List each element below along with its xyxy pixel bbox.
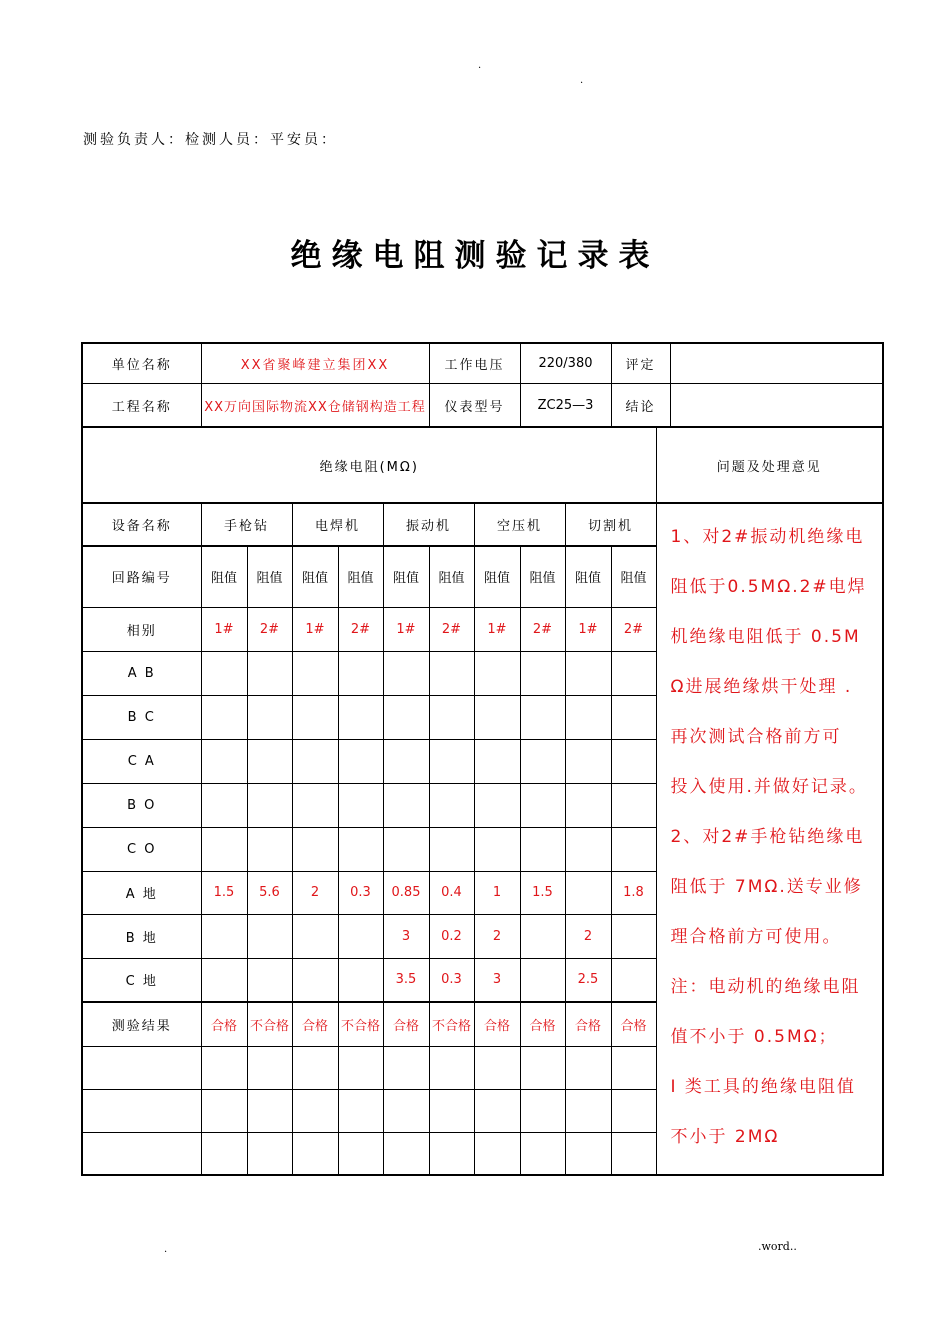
result-cell: 合格	[565, 1002, 611, 1046]
rating-value	[671, 344, 882, 383]
value-cell	[338, 827, 383, 871]
value-cell	[383, 739, 429, 783]
value-cell	[292, 827, 338, 871]
value-cell	[383, 651, 429, 695]
value-cell	[201, 651, 247, 695]
phase-cell: 2#	[520, 607, 565, 651]
circuit-cell: 阻值	[383, 546, 429, 607]
unit-value: XX省聚峰建立集团XX	[201, 343, 429, 384]
info-row-2	[82, 384, 883, 428]
value-cell	[247, 914, 292, 958]
result-cell: 合格	[292, 1002, 338, 1046]
phase-cell: 1#	[201, 607, 247, 651]
row-label: C O	[82, 827, 201, 871]
value-cell	[565, 827, 611, 871]
note-line: 理合格前方可使用。	[670, 927, 842, 947]
result-cell: 不合格	[338, 1002, 383, 1046]
value-cell: 0.85	[383, 871, 429, 914]
value-cell	[201, 958, 247, 1002]
value-cell	[247, 958, 292, 1002]
note-line: 机绝缘电阻低于 0.5M	[670, 627, 861, 647]
value-cell	[247, 651, 292, 695]
conclusion-cell	[611, 384, 883, 428]
value-cell	[474, 827, 520, 871]
result-cell: 合格	[201, 1002, 247, 1046]
value-cell	[292, 914, 338, 958]
phase-cell: 2#	[338, 607, 383, 651]
circuit-cell: 阻值	[201, 546, 247, 607]
value-cell	[611, 739, 656, 783]
value-cell	[520, 958, 565, 1002]
value-cell	[429, 651, 474, 695]
value-cell	[247, 739, 292, 783]
equipment-name: 电焊机	[292, 503, 383, 546]
equipment-row	[82, 503, 883, 546]
circuit-cell: 阻值	[565, 546, 611, 607]
value-cell: 0.3	[429, 958, 474, 1002]
value-cell	[201, 695, 247, 739]
value-cell	[201, 783, 247, 827]
value-cell	[565, 651, 611, 695]
row-label: C 地	[82, 958, 201, 1002]
voltage-value: 220/380	[520, 343, 611, 384]
value-cell: 2.5	[565, 958, 611, 1002]
resistance-header: 绝缘电阻(MΩ)	[82, 427, 656, 503]
value-cell	[338, 783, 383, 827]
unit-label: 单位名称	[82, 343, 201, 384]
rating-label: 评定	[612, 344, 671, 383]
value-cell	[474, 695, 520, 739]
value-cell: 1.8	[611, 871, 656, 914]
note-line: 1、对2#振动机绝缘电	[670, 527, 865, 547]
value-cell	[474, 783, 520, 827]
value-cell: 1	[474, 871, 520, 914]
result-cell: 不合格	[429, 1002, 474, 1046]
note-line: 再次测试合格前方可	[670, 727, 842, 747]
value-cell	[383, 695, 429, 739]
document-title: 绝缘电阻测验记录表	[290, 238, 660, 274]
value-cell	[429, 827, 474, 871]
value-cell: 2	[565, 914, 611, 958]
meter-label: 仪表型号	[429, 384, 520, 428]
value-cell	[292, 783, 338, 827]
value-cell	[338, 958, 383, 1002]
value-cell	[520, 783, 565, 827]
value-cell	[247, 695, 292, 739]
value-cell: 0.3	[338, 871, 383, 914]
footer-word-mark: .word..	[758, 1240, 797, 1253]
result-label: 测验结果	[82, 1002, 201, 1046]
circuit-label: 回路编号	[82, 546, 201, 607]
value-cell: 2	[292, 871, 338, 914]
rating-cell	[611, 343, 883, 384]
value-cell	[292, 739, 338, 783]
row-label: C A	[82, 739, 201, 783]
conclusion-value	[671, 384, 882, 426]
top-dot-left: .	[478, 60, 482, 71]
phase-cell: 1#	[383, 607, 429, 651]
notes-cell	[656, 503, 883, 1175]
row-label: A 地	[82, 871, 201, 914]
value-cell	[429, 695, 474, 739]
top-dot-right: .	[580, 75, 584, 86]
equipment-name: 手枪钻	[201, 503, 292, 546]
section-header-row	[82, 427, 883, 503]
circuit-cell: 阻值	[611, 546, 656, 607]
value-cell	[520, 695, 565, 739]
phase-cell: 2#	[247, 607, 292, 651]
value-cell	[338, 651, 383, 695]
row-label: A B	[82, 651, 201, 695]
value-cell	[201, 914, 247, 958]
value-cell: 0.2	[429, 914, 474, 958]
insulation-record-table	[81, 342, 884, 1176]
phase-label: 相别	[82, 607, 201, 651]
row-label: B C	[82, 695, 201, 739]
note-line: 阻低于 7MΩ.送专业修	[670, 877, 863, 897]
value-cell	[338, 739, 383, 783]
phase-cell: 2#	[611, 607, 656, 651]
result-cell: 合格	[383, 1002, 429, 1046]
handling-notes	[657, 504, 882, 1162]
meter-value: ZC25—3	[520, 384, 611, 428]
notes-header: 问题及处理意见	[656, 427, 883, 503]
value-cell	[474, 739, 520, 783]
value-cell	[520, 827, 565, 871]
value-cell	[611, 783, 656, 827]
info-row-1	[82, 343, 883, 384]
result-cell: 合格	[474, 1002, 520, 1046]
circuit-cell: 阻值	[474, 546, 520, 607]
responsible-persons-line: 测验负责人：检测人员：平安员：	[83, 132, 338, 148]
value-cell	[520, 914, 565, 958]
value-cell	[429, 739, 474, 783]
result-cell: 不合格	[247, 1002, 292, 1046]
value-cell	[565, 695, 611, 739]
circuit-cell: 阻值	[292, 546, 338, 607]
row-label: B O	[82, 783, 201, 827]
value-cell	[383, 827, 429, 871]
project-value: XX万向国际物流XX仓储钢构造工程	[201, 384, 429, 428]
value-cell	[520, 739, 565, 783]
value-cell: 3	[474, 958, 520, 1002]
result-cell: 合格	[520, 1002, 565, 1046]
value-cell	[247, 783, 292, 827]
value-cell	[611, 827, 656, 871]
circuit-cell: 阻值	[247, 546, 292, 607]
value-cell	[520, 651, 565, 695]
value-cell: 3.5	[383, 958, 429, 1002]
phase-cell: 2#	[429, 607, 474, 651]
value-cell: 2	[474, 914, 520, 958]
value-cell: 1.5	[520, 871, 565, 914]
note-line: 注：电动机的绝缘电阻	[670, 977, 861, 997]
value-cell: 1.5	[201, 871, 247, 914]
value-cell	[383, 783, 429, 827]
value-cell	[565, 783, 611, 827]
voltage-label: 工作电压	[429, 343, 520, 384]
note-line: 不小于 2MΩ	[670, 1127, 780, 1147]
value-cell	[338, 695, 383, 739]
value-cell: 3	[383, 914, 429, 958]
note-line: Ω进展绝缘烘干处理 .	[670, 677, 853, 697]
note-line: 2、对2#手枪钻绝缘电	[670, 827, 865, 847]
circuit-cell: 阻值	[429, 546, 474, 607]
equipment-label: 设备名称	[82, 503, 201, 546]
footer-dot: .	[164, 1244, 168, 1255]
value-cell: 0.4	[429, 871, 474, 914]
row-label: B 地	[82, 914, 201, 958]
phase-cell: 1#	[474, 607, 520, 651]
equipment-name: 切割机	[565, 503, 656, 546]
value-cell	[338, 914, 383, 958]
value-cell	[474, 651, 520, 695]
conclusion-label: 结论	[612, 384, 671, 426]
value-cell	[292, 651, 338, 695]
project-label: 工程名称	[82, 384, 201, 428]
value-cell	[247, 827, 292, 871]
value-cell	[611, 695, 656, 739]
value-cell	[292, 695, 338, 739]
value-cell	[565, 871, 611, 914]
value-cell	[565, 739, 611, 783]
note-line: I 类工具的绝缘电阻值	[670, 1077, 856, 1097]
value-cell: 5.6	[247, 871, 292, 914]
note-line: 投入使用.并做好记录。	[670, 777, 868, 797]
phase-cell: 1#	[565, 607, 611, 651]
value-cell	[201, 827, 247, 871]
value-cell	[292, 958, 338, 1002]
value-cell	[611, 651, 656, 695]
circuit-cell: 阻值	[338, 546, 383, 607]
value-cell	[611, 958, 656, 1002]
value-cell	[611, 914, 656, 958]
phase-cell: 1#	[292, 607, 338, 651]
equipment-name: 空压机	[474, 503, 565, 546]
equipment-name: 振动机	[383, 503, 474, 546]
note-line: 值不小于 0.5MΩ；	[670, 1027, 838, 1047]
circuit-cell: 阻值	[520, 546, 565, 607]
value-cell	[429, 783, 474, 827]
value-cell	[201, 739, 247, 783]
note-line: 阻低于0.5MΩ.2#电焊	[670, 577, 867, 597]
result-cell: 合格	[611, 1002, 656, 1046]
